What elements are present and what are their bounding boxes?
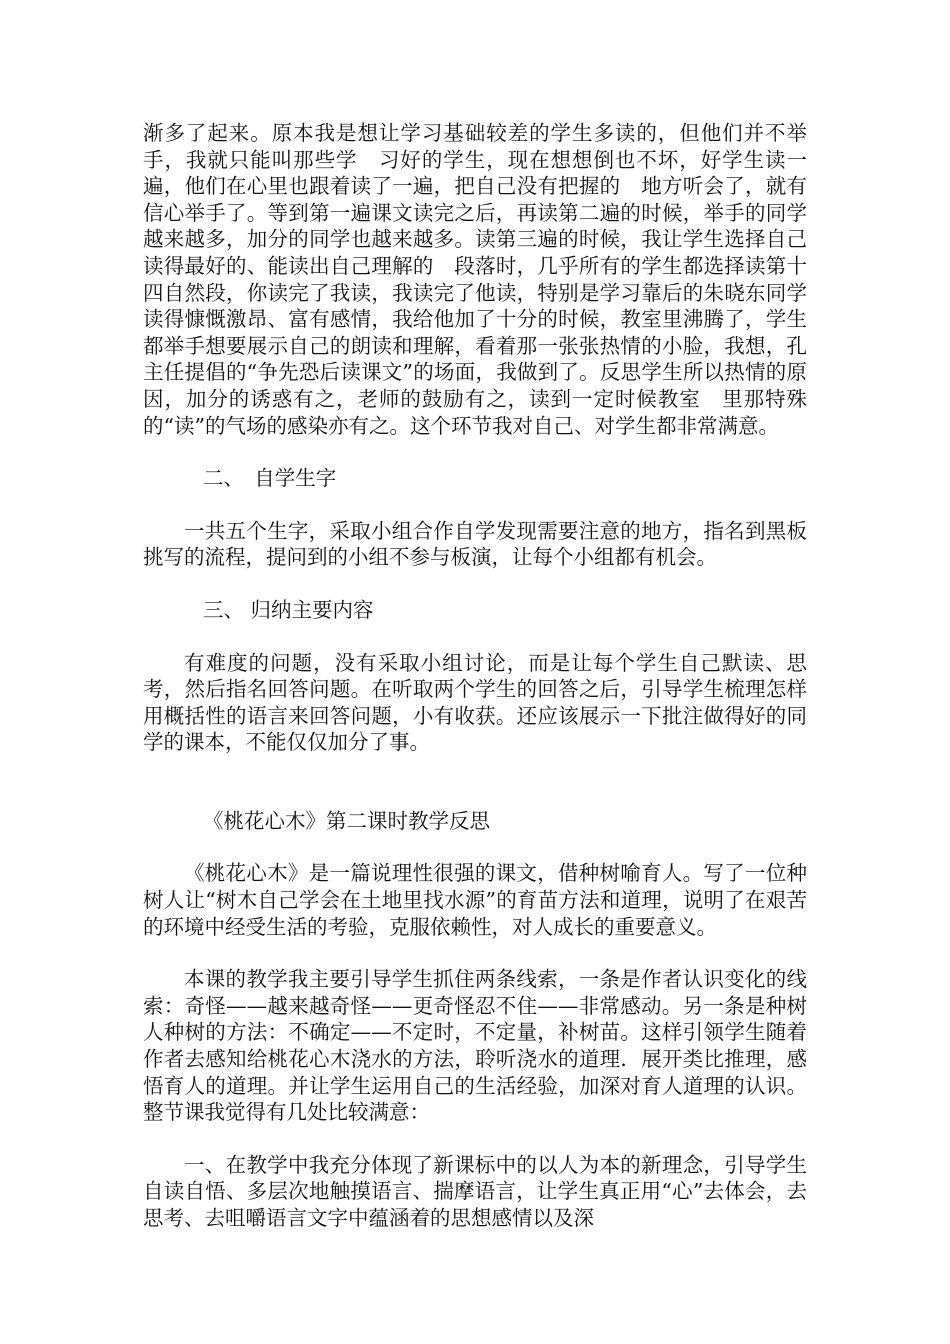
- paragraph-self-study: 一共五个生字，采取小组合作自学发现需要注意的地方，指名到黑板挑写的流程，提问到的小组不参与板演，让每个小组都有机会。: [143, 518, 807, 570]
- paragraph-intro: 《桃花心木》是一篇说理性很强的课文，借种树喻育人。写了一位种树人让“树木自己学会在土地里找水源”的育苗方法和道理，说明了在艰苦的环境中经受生活的考验，克服依赖性，对人成长的重要意义。: [143, 861, 807, 939]
- paragraph-reading-reflection: 渐多了起来。原本我是想让学习基础较差的学生多读的，但他们并不举手，我就只能叫那些学 习好的学生，现在想想倒也不坏，好学生读一遍，他们在心里也跟着读了一遍，把自己没有把握的 地方听会了，就有信心举手了。等到第一遍课文读完之后，再读第二遍的时候，举手的同学越来越多，加分的同学也越来越多。读第三遍的时候，我让学生选择自己读得最好的、能读出自己理解的 段落时，几乎所有的学生都选择读第十四自然段，你读完了我读，我读完了他读，特别是学习靠后的朱晓东同学读得慷慨激昂、富有感情，我给他加了十分的时候，教室里沸腾了，学生都举手想要展示自己的朗读和理解，看着那一张张热情的小脸，我想，孔主任提倡的“争先恐后读课文”的场面，我做到了。反思学生所以热情的原因，加分的诱惑有之，老师的鼓励有之，读到一定时候教室 里那特殊的“读”的气场的感染亦有之。这个环节我对自己、对学生都非常满意。: [143, 121, 807, 438]
- paragraph-point-one: 一、在教学中我充分体现了新课标中的以人为本的新理念，引导学生自读自悟、多层次地触摸语言、揣摩语言，让学生真正用“心”去体会，去思考、去咀嚼语言文字中蕴涵着的思想感情以及深: [143, 1152, 807, 1230]
- section-heading-summary: 三、 归纳主要内容: [203, 597, 374, 622]
- article-title: 《桃花心木》第二课时教学反思: [203, 808, 490, 833]
- section-heading-self-study: 二、 自学生字: [203, 466, 337, 491]
- paragraph-summary: 有难度的问题，没有采取小组讨论，而是让每个学生自己默读、思考，然后指名回答问题。在听取两个学生的回答之后，引导学生梳理怎样用概括性的语言来回答问题，小有收获。还应该展示一下批注做得好的同学的课本，不能仅仅加分了事。: [143, 650, 807, 755]
- document-page: [143, 120, 807, 1232]
- paragraph-teaching-clues: 本课的教学我主要引导学生抓住两条线索，一条是作者认识变化的线索：奇怪——越来越奇怪——更奇怪忍不住——非常感动。另一条是种树人种树的方法：不确定——不定时，不定量，补树苗。这样引领学生随着作者去感知给桃花心木浇水的方法，聆听浇水的道理．展开类比推理，感悟育人的道理。并让学生运用自己的生活经验，加深对育人道理的认识。整节课我觉得有几处比较满意：: [143, 967, 807, 1125]
